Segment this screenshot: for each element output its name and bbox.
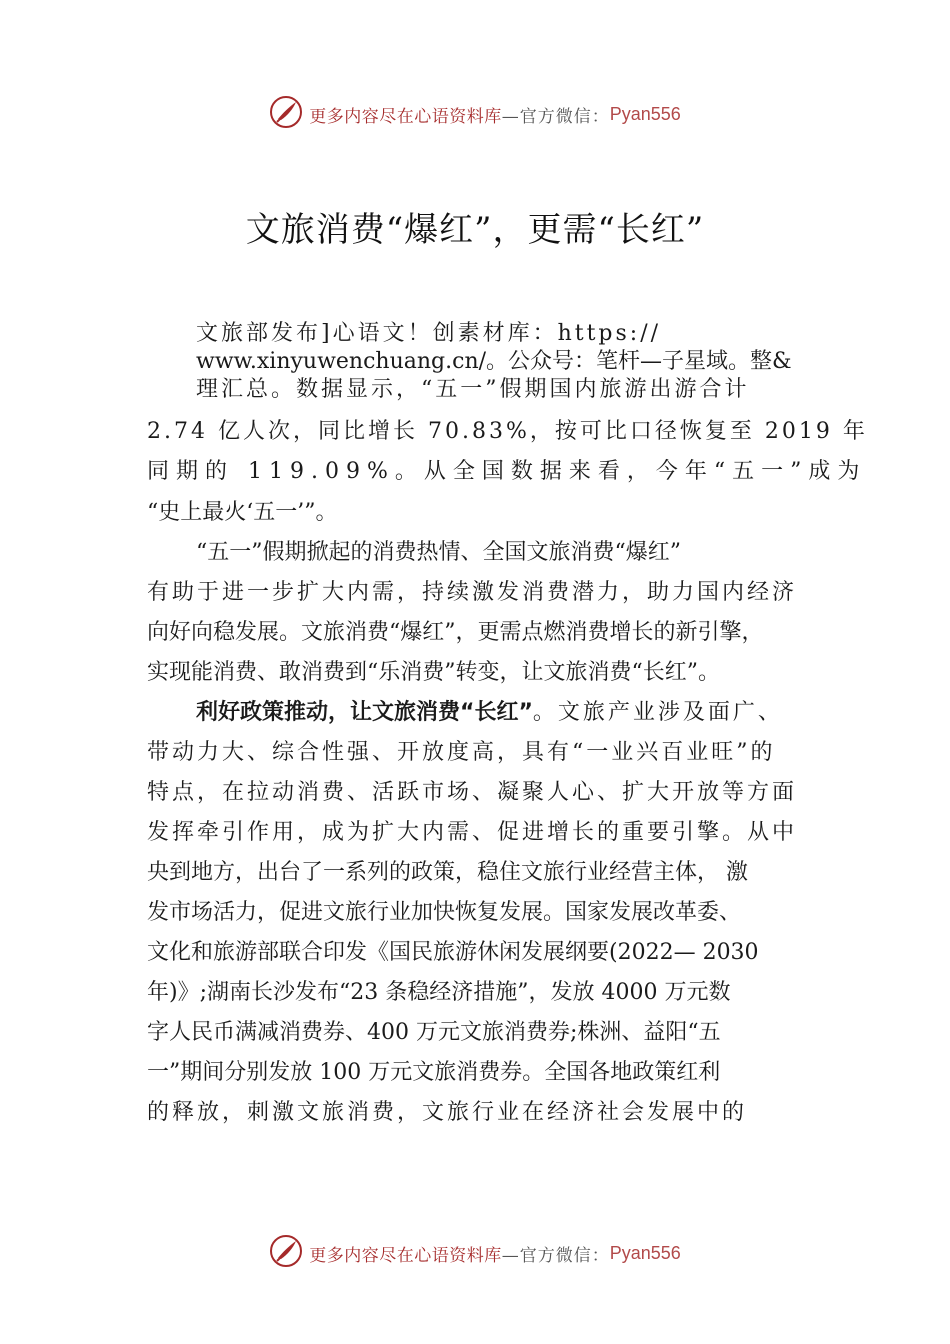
banner-text-wechat-label: —官方微信：	[501, 1245, 610, 1266]
body-line: 一”期间分别发放 100 万元文旅消费券。全国各地政策红利	[147, 1060, 721, 1085]
body-line: 发挥牵引作用，成为扩大内需、促进增长的重要引擎。从中	[147, 820, 798, 845]
body-line	[196, 699, 783, 727]
banner-text-wechat-id: Pyan556	[609, 103, 681, 124]
quill-logo-icon	[269, 1234, 303, 1273]
body-line: 理汇总。数据显示，“五一”假期国内旅游出游合计	[196, 377, 750, 402]
body-line: 实现能消费、敢消费到“乐消费”转变，让文旅消费“长红”。	[147, 660, 720, 685]
body-line: 2.74 亿人次，同比增长 70.83%，按可比口径恢复至 2019 年	[147, 419, 868, 444]
body-line: 带动力大、综合性强、开放度高，具有“一业兴百业旺”的	[147, 740, 776, 765]
body-line: 特点，在拉动消费、活跃市场、凝聚人心、扩大开放等方面	[147, 780, 798, 805]
footer-banner	[0, 1233, 950, 1273]
body-line: www.xinyuwenchuang.cn/。公众号：笔杆—子星域。整&	[196, 349, 792, 374]
body-line: 同期的 119.09%。从全国数据来看，今年“五一”成为	[147, 459, 867, 484]
body-line: 向好向稳发展。文旅消费“爆红”，更需点燃消费增长的新引擎，	[147, 620, 764, 645]
body-line: 年)》;湖南长沙发布“23 条稳经济措施”，发放 4000 万元数	[147, 980, 731, 1005]
article-title: 文旅消费“爆红”，更需“长红”	[245, 210, 705, 250]
quill-logo-icon	[269, 95, 303, 134]
body-line: 的释放，刺激文旅消费，文旅行业在经济社会发展中的	[147, 1100, 748, 1125]
body-line: “史上最火‘五一’”。	[147, 500, 338, 525]
header-banner	[0, 94, 950, 134]
banner-text-wechat-label: —官方微信：	[501, 106, 610, 127]
section-heading: 利好政策推动，让文旅消费“长红”	[196, 700, 533, 725]
body-text: 。文旅产业涉及面广、	[532, 700, 783, 725]
body-line: 文化和旅游部联合印发《国民旅游休闲发展纲要(2022— 2030	[147, 940, 759, 965]
banner-text-library: 更多内容尽在心语资料库	[309, 1245, 502, 1266]
body-line: 文旅部发布]心语文！创素材库：https://	[196, 321, 662, 346]
body-line: 有助于进一步扩大内需，持续激发消费潜力，助力国内经济	[147, 580, 798, 605]
banner-text-wechat-id: Pyan556	[609, 1242, 681, 1263]
body-line: 央到地方，出台了一系列的政策，稳住文旅行业经营主体， 激	[147, 860, 748, 885]
body-line: 发市场活力，促进文旅行业加快恢复发展。国家发展改革委、	[147, 900, 742, 925]
body-line: “五一”假期掀起的消费热情、全国文旅消费“爆红”	[196, 540, 681, 565]
body-line: 字人民币满减消费券、400 万元文旅消费券;株洲、益阳“五	[147, 1020, 721, 1045]
banner-text-library: 更多内容尽在心语资料库	[309, 106, 502, 127]
